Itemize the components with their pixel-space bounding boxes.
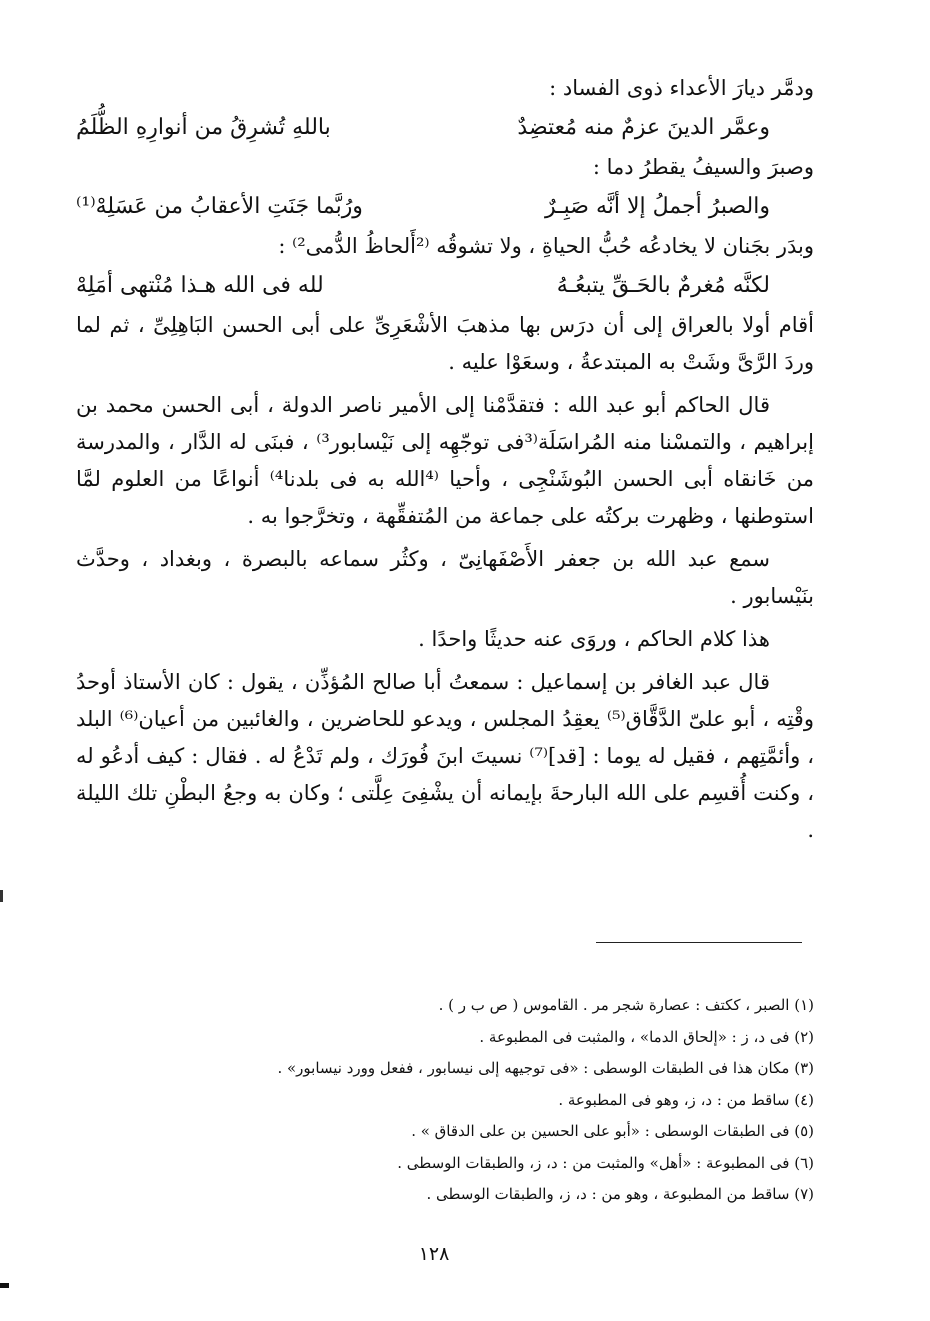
- paragraph: قال الحاكم أبو عبد الله : فتقدَّمْنا إلى الأمير ناصر الدولة ، أبى الحسن محمد بن إبراهيم ، والتمسْنا منه المُراسَلَة⁽³فى توجّهِه إلى نَيْسابور³⁾ ، فبنَى له الدَّار ، والمدرسة من خَانقاه أبى الحسن البُوشَنْجِى ، وأحيا ⁽⁴الله به فى بلدنا⁴⁾ أنواعًا من العلوم لمَّا استوطنها ، وظهرت بركتُه على جماعة من المُتفقِّهة ، وتخرَّجوا به .: [76, 393, 814, 528]
- footnote: (٢) فى د، ز : «إلحاق الدما» ، والمثبت فى المطبوعة .: [479, 1027, 814, 1046]
- verse-second-hemistich: لله فى الله هـذا مُنْتهى أمَلِهْ: [76, 273, 324, 298]
- text-line: وبدَر بجَنان لا يخادعُه حُبُّ الحياةِ ، ولا تشوقُه ⁽²أَلحاظُ الدُّمى²⁾ :: [278, 234, 814, 258]
- paragraph: قال عبد الغافر بن إسماعيل : سمعتُ أبا صالح المُؤذِّن ، يقول : كان الأستاذ أوحدُ وقْتِه ، أبو علىّ الدَّقَّاق⁽⁵⁾ يعقِدُ المجلس ، ويدعو للحاضرين ، والغائبين من أعيان⁽⁶⁾ البلد ، وأئمَّتِهم ، فقيل له يوما : [قد]⁽⁷⁾ نسيتَ ابنَ فُورَك ، ولم تَدْعُ له . فقال : كيف أدعُو له ، وكنت أُقسِم على الله البارحةَ بإيمانه أن يشْفِىَ عِلَّتى ؛ وكان به وجعُ البطْنِ تلك الليلة .: [76, 670, 814, 842]
- scan-edge-mark: [0, 1283, 9, 1288]
- footnote: (٦) فى المطبوعة : «أهل» والمثبت من : د، ز، والطبقات الوسطى .: [397, 1153, 814, 1172]
- paragraph: أقام أولا بالعراق إلى أن درَس بها مذهبَ الأشْعَرِىِّ على أبى الحسن البَاهِلِىِّ ، ثم لما وردَ الرَّىَّ وشَتْ به المبتدعةُ ، وسعَوْا عليه .: [76, 313, 814, 374]
- text-line: ودمَّر ديارَ الأعداء ذوى الفساد :: [549, 76, 814, 100]
- verse-first-hemistich: وعمَّر الدينَ عزمٌ منه مُعتضِدٌ: [517, 115, 770, 140]
- verse-first-hemistich: لكنَّه مُغرمٌ بالحَـقِّ يتبعُـهُ: [556, 273, 770, 298]
- footnotes: [277, 990, 814, 1211]
- footnote: (٥) فى الطبقات الوسطى : «أبو على الحسين بن على الدقاق » .: [411, 1122, 814, 1140]
- scan-edge-mark: [0, 890, 3, 902]
- verse-second-hemistich: باللهِ تُشرِقُ من أنوارِهِ الظُّلَمُ: [76, 115, 331, 140]
- verse-second-hemistich: ورُبَّما جَنَتِ الأعقابُ من عَسَلِهْ⁽¹⁾: [76, 194, 363, 219]
- footnote: (٤) ساقط من : د، ز، وهو فى المطبوعة .: [558, 1090, 814, 1109]
- footnote: (٣) مكان هذا فى الطبقات الوسطى : «فى توجيهه إلى نيسابور ، ففعل وورد نيسابور» .: [277, 1059, 814, 1077]
- poem-verse: [76, 186, 814, 228]
- text-line: وصبرَ والسيفُ يقطرُ دما :: [592, 155, 814, 179]
- paragraph: هذا كلام الحاكم ، وروَى عنه حديثًا واحدًا .: [418, 627, 770, 651]
- paragraph: سمع عبد الله بن جعفر الأَصْفَهانِىّ ، وكثُر سماعه بالبصرة ، وبغداد ، وحدَّث بنَيْسابور .: [76, 547, 814, 608]
- footnote-separator: [596, 942, 802, 943]
- footnote: (٧) ساقط من المطبوعة ، وهو من : د، ز، والطبقات الوسطى .: [426, 1185, 814, 1203]
- poem-verse: [76, 265, 814, 307]
- verse-first-hemistich: والصبرُ أجملُ إلا أنَّه صَبِـرٌ: [545, 194, 770, 219]
- poem-verse: [76, 107, 814, 149]
- footnote: (١) الصبر ، ككتف : عصارة شجر مر . القاموس ( ص ب ر ) .: [438, 996, 814, 1014]
- page-number: ١٢٨: [418, 1243, 450, 1265]
- main-text-block: [76, 70, 814, 849]
